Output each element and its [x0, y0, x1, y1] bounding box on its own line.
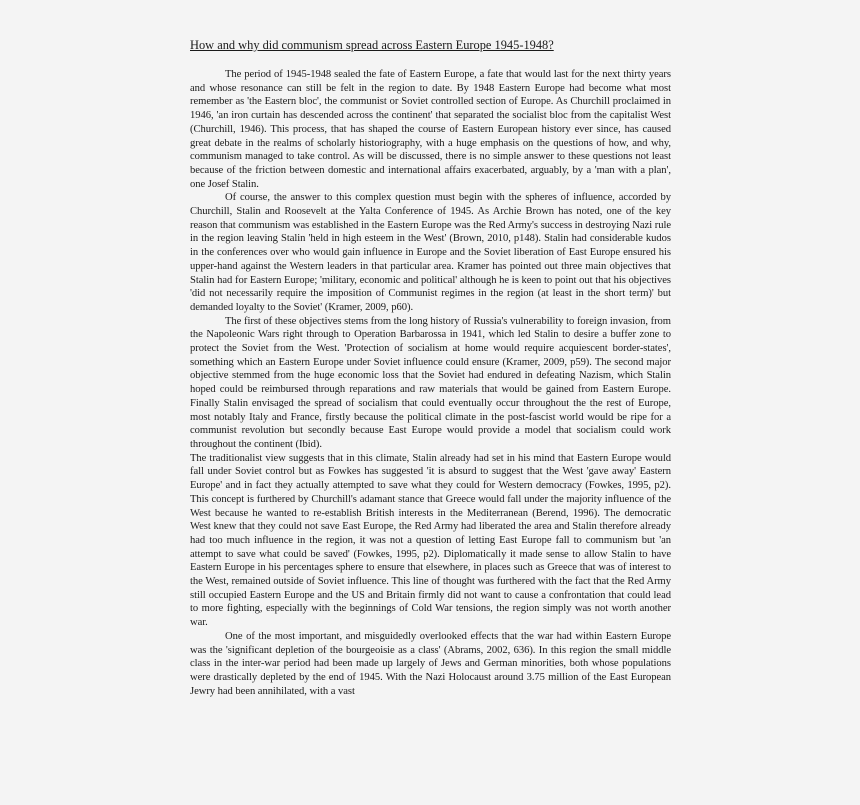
paragraph-2: Of course, the answer to this complex question must begin with the spheres of influence, accorded by Churchill, Stalin and Roosevelt at the Yalta Conference of 1945. As Archie Brown has noted, one of the key reason that communism was established in the Eastern Europe was the Red Army's success in destroying Nazi rule in the region leaving Stalin 'held in high esteem in the West' (Brown, 2010, p148). Stalin had considerable kudos in the conferences over who would gain influence in Europe and the Soviet liberation of East Europe ensured his upper-hand against the Western leaders in that particular area. Kramer has pointed out three main objectives that Stalin had for Eastern Europe; 'military, economic and political' although he is keen to point out that his objectives 'did not necessarily require the imposition of Communist regimes in the region (at least in the short term)' but demanded loyalty to the Soviet' (Kramer, 2009, p60).	[190, 192, 671, 313]
paragraph-1: The period of 1945-1948 sealed the fate of Eastern Europe, a fate that would last for the next thirty years and whose resonance can still be felt in the region to date. By 1948 Eastern Europe had become what most remember as 'the Eastern bloc', the communist or Soviet controlled section of Europe. As Churchill proclaimed in 1946, 'an iron curtain has descended across the continent' that separated the socialist bloc from the capitalist West (Churchill, 1946). This process, that has shaped the course of Eastern European history ever since, has caused great debate in the realms of scholarly historiography, with a huge emphasis on the questions of how, and why, communism managed to take control. As will be discussed, there is no simple answer to these questions not least because of the friction between domestic and international affairs exacerbated, arguably, by a 'man with a plan', one Josef Stalin.	[190, 69, 671, 190]
paragraph-5: One of the most important, and misguidedly overlooked effects that the war had within Eastern Europe was the 'significant depletion of the bourgeoisie as a class' (Abrams, 2002, 636). In this region the small middle class in the inter-war period had been made up largely of Jews and German minorities, both whose populations were drastically depleted by the end of 1945. With the Nazi Holocaust around 3.75 million of the East European Jewry had been annihilated, with a vast	[190, 630, 671, 697]
document-title: How and why did communism spread across Eastern Europe 1945-1948?	[190, 38, 554, 52]
document-body	[190, 68, 671, 698]
paragraph-3: The first of these objectives stems from the long history of Russia's vulnerability to foreign invasion, from the Napoleonic Wars right through to Operation Barbarossa in 1941, which led Stalin to desire a buffer zone to protect the Soviet from the West. 'Protection of socialism at home would require acquiescent border-states', something which an Eastern Europe under Soviet influence could ensure (Kramer, 2009, p59). The second major objective stemmed from the huge economic loss that the Soviet had endured in defeating Nazism, which Stalin hoped could be reimbursed through reparations and raw materials that would be gained from Eastern Europe. Finally Stalin envisaged the spread of socialism that could eventually occur throughout the the rest of Europe, most notably Italy and France, firstly because the political climate in the post-fascist world would be ripe for a communist revolution but secondly because East Europe would provide a model that socialism could work throughout the continent (Ibid).	[190, 315, 671, 450]
paragraph-4: The traditionalist view suggests that in this climate, Stalin already had set in his mind that Eastern Europe would fall under Soviet control but as Fowkes has suggested 'it is absurd to suggest that the West 'gave away' Eastern Europe' and in fact they actually attempted to save what they could for Western democracy (Fowkes, 1995, p2). This concept is furthered by Churchill's adamant stance that Greece would fall under the majority influence of the West because he wanted to re-establish British interests in the Mediterranean (Berend, 1996). The democratic West knew that they could not save East Europe, the Red Army had liberated the area and Stalin therefore already had too much influence in the region, it was not a question of letting East Europe fall to communism but 'an attempt to save what could be saved' (Fowkes, 1995, p2). Diplomatically it made sense to allow Stalin to have Eastern Europe in his percentages sphere to ensure that elsewhere, in places such as Greece that was of interest to the West, remained outside of Soviet influence. This line of thought was furthered with the fact that the Red Army still occupied Eastern Europe and the US and Britain firmly did not want to cause a confrontation that could lead to more fighting, especially with the beginnings of Cold War tensions, the region simply was not worth another war.	[190, 452, 671, 629]
